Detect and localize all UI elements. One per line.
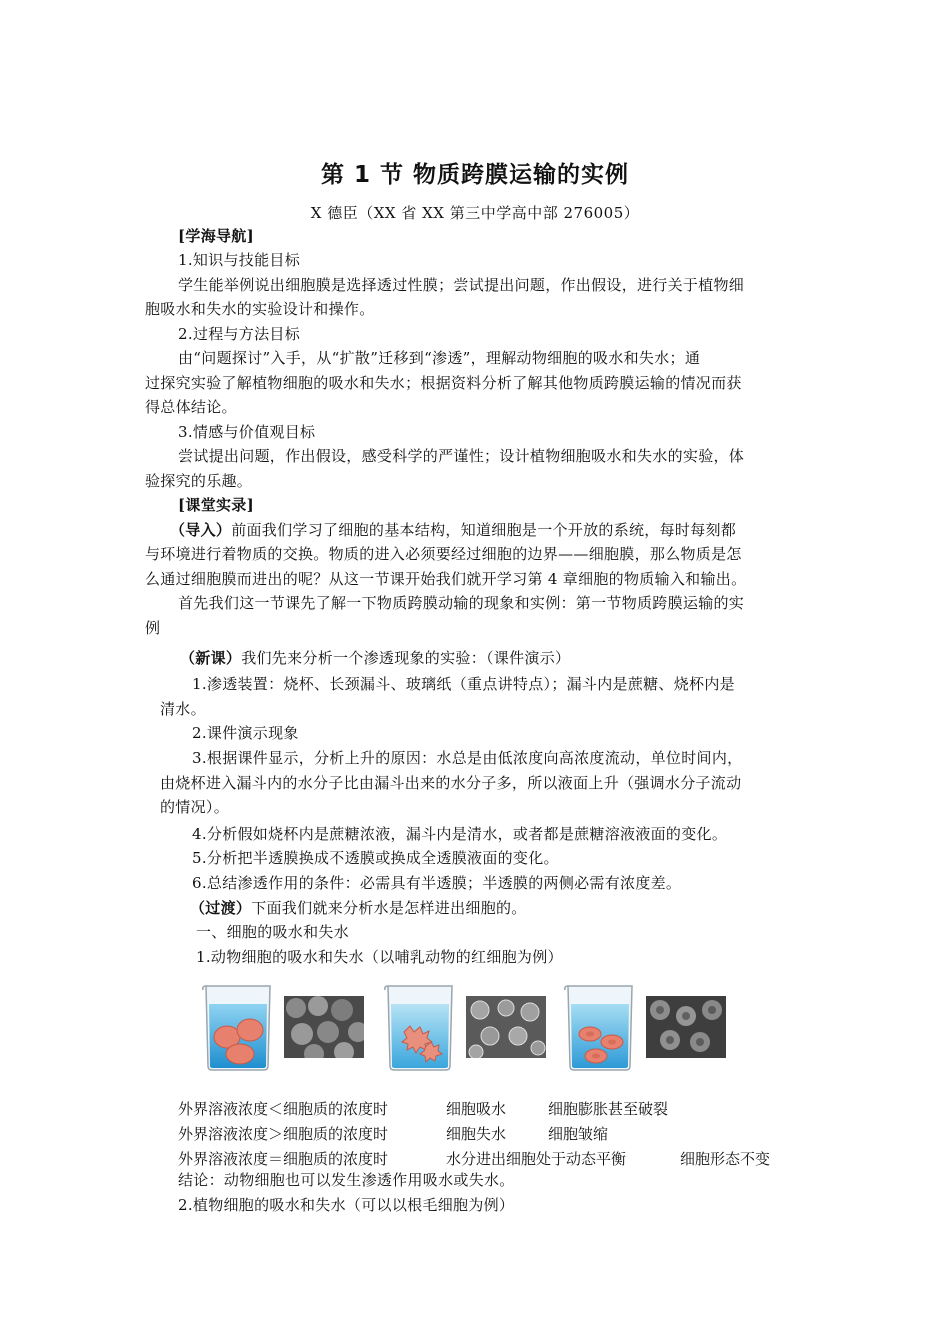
section-heading-ketang: [课堂实录] — [178, 496, 254, 514]
transition-text: 下面我们就来分析水是怎样进出细胞的。 — [251, 899, 527, 917]
item5-line: 5.分析把半透膜换成不透膜或换成全透膜液面的变化。 — [192, 849, 559, 867]
section-heading-xuehai: [学海导航] — [178, 227, 254, 245]
result-text: 细胞失水 — [446, 1125, 507, 1143]
new-lesson-line — [180, 646, 570, 670]
goal2-line3: 得总体结论。 — [145, 398, 237, 416]
transition-tag: （过渡） — [190, 899, 252, 917]
condition-text: 外界溶液浓度＞细胞质的浓度时 — [178, 1125, 389, 1143]
micrograph-normal-image — [646, 996, 726, 1058]
intro-line3: 么通过细胞膜而进出的呢？从这一节课开始我们就开学习第 4 章细胞的物质输入和输出。 — [145, 570, 747, 588]
intro-line2: 与环境进行着物质的交换。物质的进入必须要经过细胞的边界——细胞膜，那么物质是怎 — [145, 545, 742, 563]
effect-text: 细胞膨胀甚至破裂 — [548, 1100, 669, 1118]
condition-row-1 — [178, 1098, 798, 1118]
item1-line1: 1.渗透装置：烧杯、长颈漏斗、玻璃纸（重点讲特点）；漏斗内是蔗糖、烧杯内是 — [192, 675, 735, 693]
new-lesson-tag: （新课） — [180, 649, 242, 667]
goal3-title: 3.情感与价值观目标 — [178, 423, 316, 441]
item1-line2: 清水。 — [160, 700, 206, 718]
new-lesson-text: 我们先来分析一个渗透现象的实验：（课件演示） — [241, 649, 571, 667]
condition-text: 外界溶液浓度＝细胞质的浓度时 — [178, 1150, 389, 1168]
effect-text: 细胞皱缩 — [548, 1125, 609, 1143]
page-title: 第 1 节 物质跨膜运输的实例 — [320, 162, 630, 188]
micrograph-shrunk-image — [466, 996, 546, 1058]
goal2-title: 2.过程与方法目标 — [178, 325, 301, 343]
goal1-line2: 胞吸水和失水的实验设计和操作。 — [145, 300, 375, 318]
result-text: 水分进出细胞处于动态平衡 — [446, 1150, 627, 1168]
goal1-line1: 学生能举例说出细胞膜是选择透过性膜；尝试提出问题，作出假设，进行关于植物细 — [178, 276, 745, 294]
conclusion-line: 结论：动物细胞也可以发生渗透作用吸水或失水。 — [178, 1171, 515, 1189]
section1-heading: 一、细胞的吸水和失水 — [196, 923, 350, 941]
intro-text1: 前面我们学习了细胞的基本结构，知道细胞是一个开放的系统，每时每刻都 — [231, 521, 737, 539]
effect-text: 细胞形态不变 — [680, 1150, 771, 1168]
micrograph-swollen-image — [284, 996, 364, 1058]
condition-text: 外界溶液浓度＜细胞质的浓度时 — [178, 1100, 389, 1118]
goal1-title: 1.知识与技能目标 — [178, 251, 301, 269]
goal3-line1: 尝试提出问题，作出假设，感受科学的严谨性；设计植物细胞吸水和失水的实验，体 — [178, 447, 745, 465]
item3-line2: 由烧杯进入漏斗内的水分子比由漏斗出来的水分子多，所以液面上升（强调水分子流动 — [160, 774, 742, 792]
rbc-figure — [200, 982, 760, 1078]
intro-tag: （导入） — [170, 521, 232, 539]
goal2-line2: 过探究实验了解植物细胞的吸水和失水；根据资料分析了解其他物质跨膜运输的情况而获 — [145, 374, 742, 392]
goal2-line1: 由“问题探讨”入手，从“扩散”迁移到“渗透”，理解动物细胞的吸水和失水；通 — [178, 349, 701, 367]
beaker-hypertonic-image — [382, 982, 458, 1072]
transition-line — [190, 896, 527, 920]
goal3-line2: 验探究的乐趣。 — [145, 472, 253, 490]
item3-line3: 的情况）。 — [160, 798, 230, 816]
intro-line1 — [170, 518, 736, 542]
condition-row-2 — [178, 1123, 798, 1143]
item4-line: 4.分析假如烧杯内是蔗糖浓液，漏斗内是清水，或者都是蔗糖溶液液面的变化。 — [192, 825, 728, 843]
section1-subheading: 1.动物细胞的吸水和失水（以哺乳动物的红细胞为例） — [196, 948, 563, 966]
condition-row-3 — [178, 1148, 798, 1168]
beaker-hypotonic-image — [200, 982, 276, 1072]
section1-2-heading: 2.植物细胞的吸水和失水（可以以根毛细胞为例） — [178, 1196, 515, 1214]
beaker-isotonic-image — [562, 982, 638, 1072]
item6-line: 6.总结渗透作用的条件：必需具有半透膜；半透膜的两侧必需有浓度差。 — [192, 874, 682, 892]
item2-line: 2.课件演示现象 — [192, 724, 299, 742]
item3-line1: 3.根据课件显示，分析上升的原因：水总是由低浓度向高浓度流动，单位时间内， — [192, 749, 743, 767]
result-text: 细胞吸水 — [446, 1100, 507, 1118]
paragraph2-line2: 例 — [145, 619, 161, 637]
paragraph2-line1: 首先我们这一节课先了解一下物质跨膜动输的现象和实例：第一节物质跨膜运输的实 — [178, 594, 745, 612]
author-line: X 德臣（XX 省 XX 第三中学高中部 276005） — [310, 204, 640, 222]
